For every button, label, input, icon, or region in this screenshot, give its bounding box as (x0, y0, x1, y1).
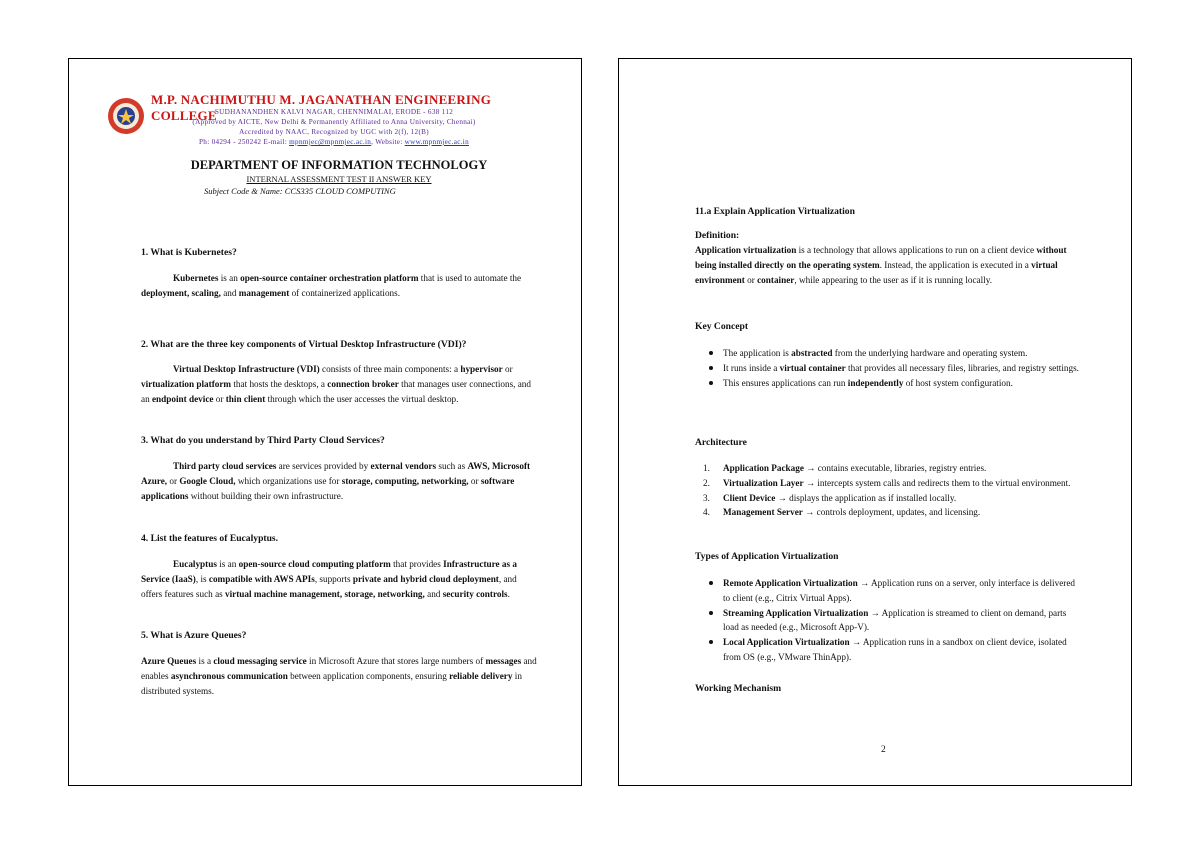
key-concept-list (703, 346, 1083, 390)
list-number: 2. (703, 477, 710, 488)
document-page-2 (618, 58, 1132, 786)
college-emblem-icon (107, 97, 145, 135)
section-heading: 11.a Explain Application Virtualization (695, 206, 855, 217)
bullet-icon (709, 366, 713, 370)
list-item: 4. Management Server → controls deployment, updates, and licensing. (703, 505, 1083, 520)
list-item: Local Application Virtualization → Application runs in a sandbox on client device, isolated from OS (e.g., VMware ThinApp). (703, 635, 1083, 665)
website-prefix: , Website: (371, 138, 405, 146)
answer-4: Eucalyptus is an open-source cloud computing platform that provides Infrastructure as a Service (IaaS), is compatible with AWS APIs, supports private and hybrid cloud deployment, and offers features such as virtual machine management, storage, networking, and security controls. (141, 559, 517, 599)
list-item: Streaming Application Virtualization → Application is streamed to client on demand, parts load as needed (e.g., Microsoft App-V). (703, 606, 1083, 636)
list-item: This ensures applications can run independently of host system configuration. (703, 376, 1083, 391)
college-contact (149, 138, 519, 146)
document-page-1 (68, 58, 582, 786)
list-item: The application is abstracted from the underlying hardware and operating system. (703, 346, 1083, 361)
bullet-icon (709, 640, 713, 644)
question-5: 5. What is Azure Queues? (141, 630, 247, 641)
bullet-icon (709, 351, 713, 355)
architecture-heading: Architecture (695, 437, 747, 448)
list-item: Remote Application Virtualization → Application runs on a server, only interface is delivered to client (e.g., Citrix Virtual Apps). (703, 576, 1083, 606)
list-item: 3. Client Device → displays the application as if installed locally. (703, 491, 1083, 506)
subject-line: Subject Code & Name: CCS335 CLOUD COMPUTING (204, 186, 396, 196)
email-link[interactable]: mpnmjec@mpnmjec.ac.in (289, 138, 372, 146)
question-2: 2. What are the three key components of Virtual Desktop Infrastructure (VDI)? (141, 339, 467, 350)
list-item: 2. Virtualization Layer → intercepts system calls and redirects them to the virtual environment. (703, 476, 1083, 491)
list-item: 1. Application Package → contains executable, libraries, registry entries. (703, 461, 1083, 476)
types-heading: Types of Application Virtualization (695, 551, 839, 562)
answer-1: Kubernetes is an open-source container orchestration platform that is used to automate the deployment, scaling, and management of containerized applications. (141, 273, 522, 298)
page-number: 2 (881, 745, 886, 755)
list-number: 4. (703, 507, 710, 518)
definition-label: Definition: (695, 230, 740, 241)
department-title: DEPARTMENT OF INFORMATION TECHNOLOGY (190, 158, 488, 172)
architecture-list (703, 461, 1083, 520)
bullet-icon (709, 381, 713, 385)
college-accreditation: Accredited by NAAC, Recognized by UGC with 2(f), 12(B) (239, 128, 429, 136)
answer-3: Third party cloud services are services provided by external vendors such as AWS, Microsoft Azure, or Google Cloud, which organizations use for storage, computing, networking, or software applications without building their own infrastructure. (141, 461, 531, 501)
working-mechanism-heading: Working Mechanism (695, 683, 782, 694)
list-item: It runs inside a virtual container that provides all necessary files, libraries, and registry settings. (703, 361, 1083, 376)
question-3: 3. What do you understand by Third Party Cloud Services? (141, 435, 385, 446)
definition-text: Application virtualization is a technology that allows applications to run on a client device without being installed directly on the operating system. Instead, the application is executed in a virtual environment or container, while appearing to the user as if it is running locally. (695, 245, 1067, 285)
list-number: 1. (703, 463, 710, 473)
test-title: INTERNAL ASSESSMENT TEST II ANSWER KEY (246, 174, 432, 184)
key-concept-heading: Key Concept (695, 321, 749, 332)
bullet-icon (709, 581, 713, 585)
answer-2: Virtual Desktop Infrastructure (VDI) consists of three main components: a hypervisor or virtualization platform that hosts the desktops, a connection broker that manages user connections, and an endpoint device or thin client through which the user accesses the virtual desktop. (141, 364, 531, 404)
contact-prefix: Ph: 04294 - 250242 E-mail: (199, 138, 290, 146)
list-number: 3. (703, 492, 710, 503)
bullet-icon (709, 611, 713, 615)
question-4: 4. List the features of Eucalyptus. (141, 533, 279, 544)
website-link[interactable]: www.mpnmjec.ac.in (404, 138, 469, 146)
types-list (703, 576, 1083, 665)
question-1: 1. What is Kubernetes? (141, 247, 237, 258)
college-name: M.P. NACHIMUTHU M. JAGANATHAN ENGINEERING COLLEGE (151, 92, 492, 123)
college-address: SUDHANANDHEN KALVI NAGAR, CHENNIMALAI, ERODE - 638 112 (214, 108, 454, 116)
answer-5: Azure Queues is a cloud messaging service in Microsoft Azure that stores large numbers of messages and enables asynchronous communication between application components, ensuring reliable delivery in distributed systems. (141, 656, 537, 696)
college-approval: (Approved by AICTE, New Delhi & Permanently Affiliated to Anna University, Chennai) (192, 118, 476, 126)
